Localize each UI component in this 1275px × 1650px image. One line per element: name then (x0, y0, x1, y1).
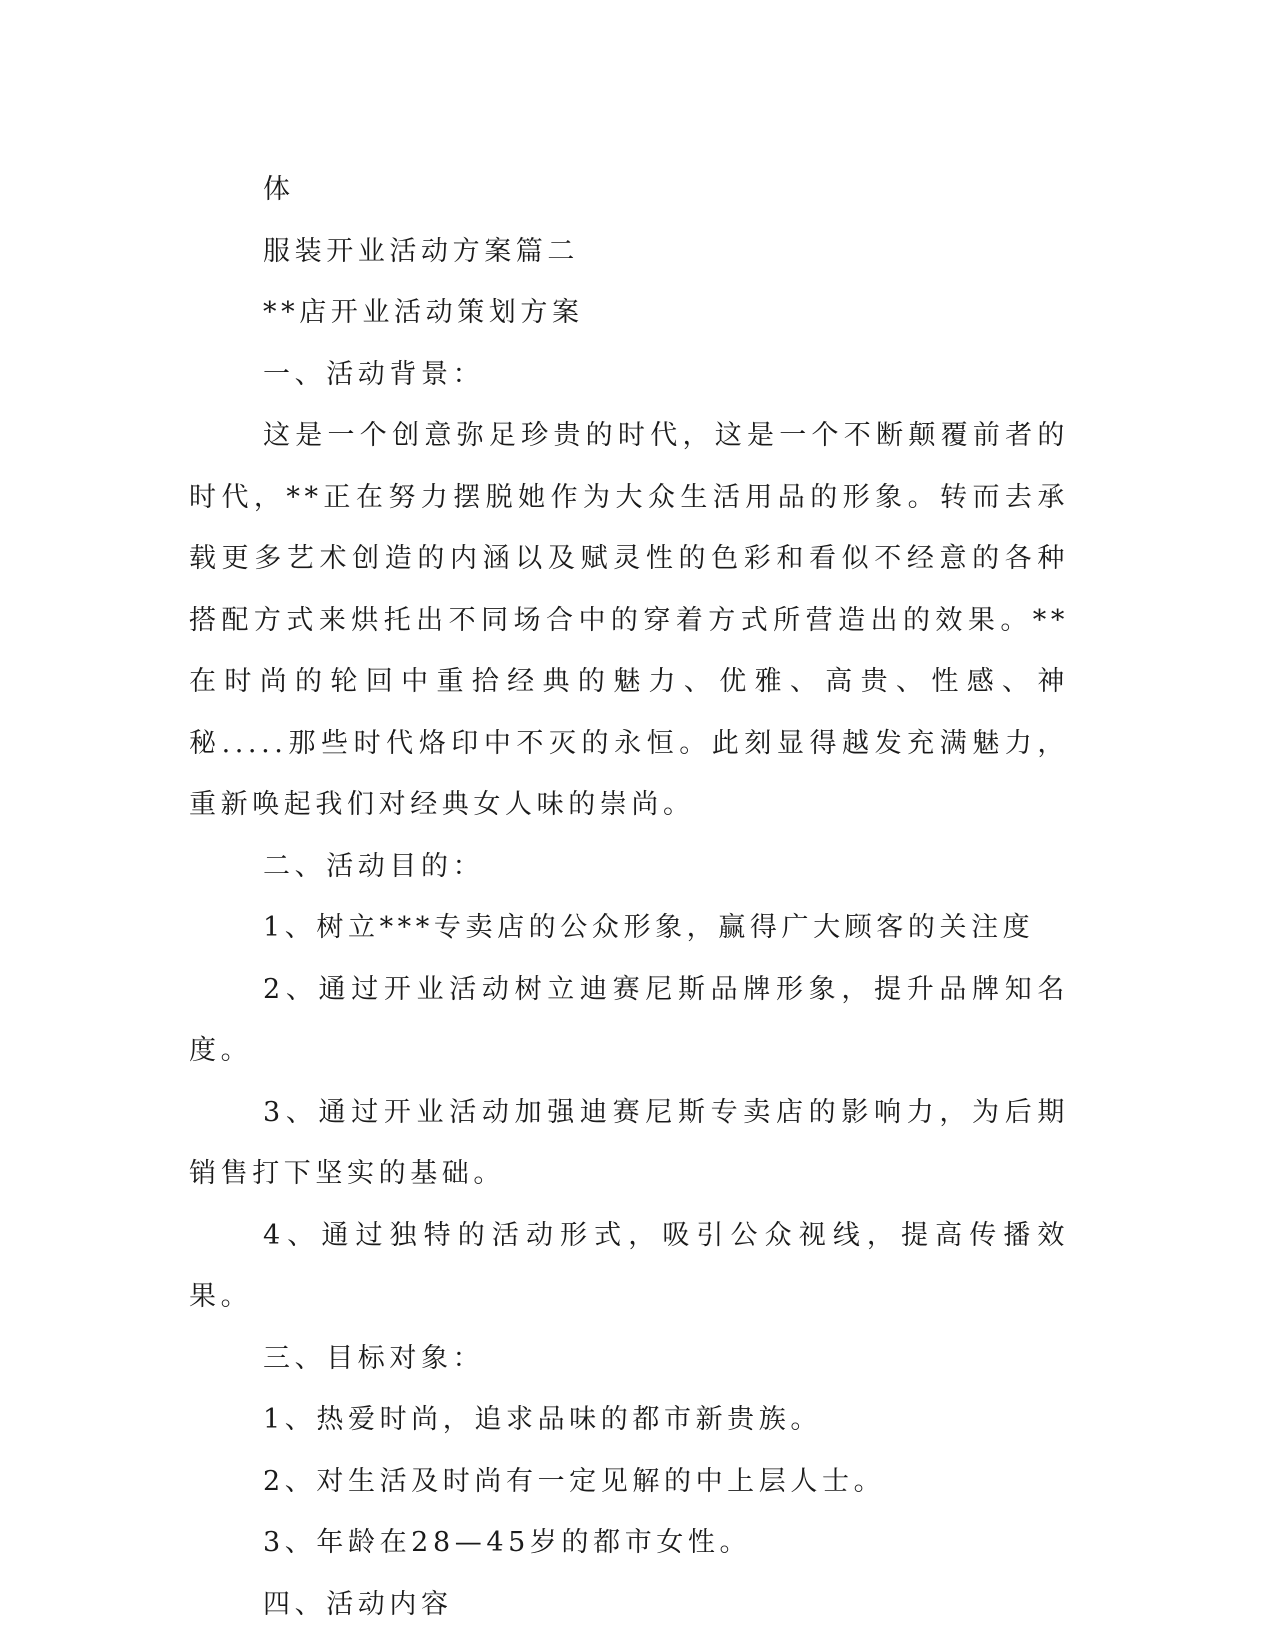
purpose-item-1: 1、树立***专卖店的公众形象，赢得广大顾客的关注度 (263, 912, 1035, 943)
target-item-2: 2、对生活及时尚有一定见解的中上层人士。 (263, 1465, 886, 1497)
target-item-1: 1、热爱时尚，追求品味的都市新贵族。 (263, 1404, 822, 1435)
purpose-item-2: 2、通过开业活动树立迪赛尼斯品牌形象，提升品牌知名度。 (189, 973, 1069, 1066)
paragraph-background: 这是一个创意弥足珍贵的时代，这是一个不断颠覆前者的时代，**正在努力摆脱她作为大众生活用品的形象。转而去承载更多艺术创造的内涵以及赋灵性的色彩和看似不经意的各种搭配方式来烘托出不同场合中的穿着方式所营造出的效果。**在时尚的轮回中重拾经典的魅力、优雅、高贵、性感、神秘.....那些时代烙印中不灭的永恒。此刻显得越发充满魅力，重新唤起我们对经典女人味的崇尚。 (189, 420, 1069, 820)
document-title: **店开业活动策划方案 (263, 297, 584, 328)
section-heading: 服装开业活动方案篇二 (263, 235, 579, 267)
purpose-item-3: 3、通过开业活动加强迪赛尼斯专卖店的影响力，为后期销售打下坚实的基础。 (189, 1096, 1069, 1189)
paragraph-continuation: 体 (263, 174, 295, 205)
heading-purpose: 二、活动目的： (263, 850, 485, 882)
heading-background: 一、活动背景： (263, 358, 485, 390)
document-body (189, 159, 1069, 1635)
purpose-item-4: 4、通过独特的活动形式，吸引公众视线，提高传播效果。 (189, 1219, 1069, 1312)
heading-content: 四、活动内容 (263, 1588, 453, 1620)
target-item-3: 3、年龄在28—45岁的都市女性。 (263, 1527, 752, 1558)
heading-target: 三、目标对象： (263, 1342, 485, 1374)
